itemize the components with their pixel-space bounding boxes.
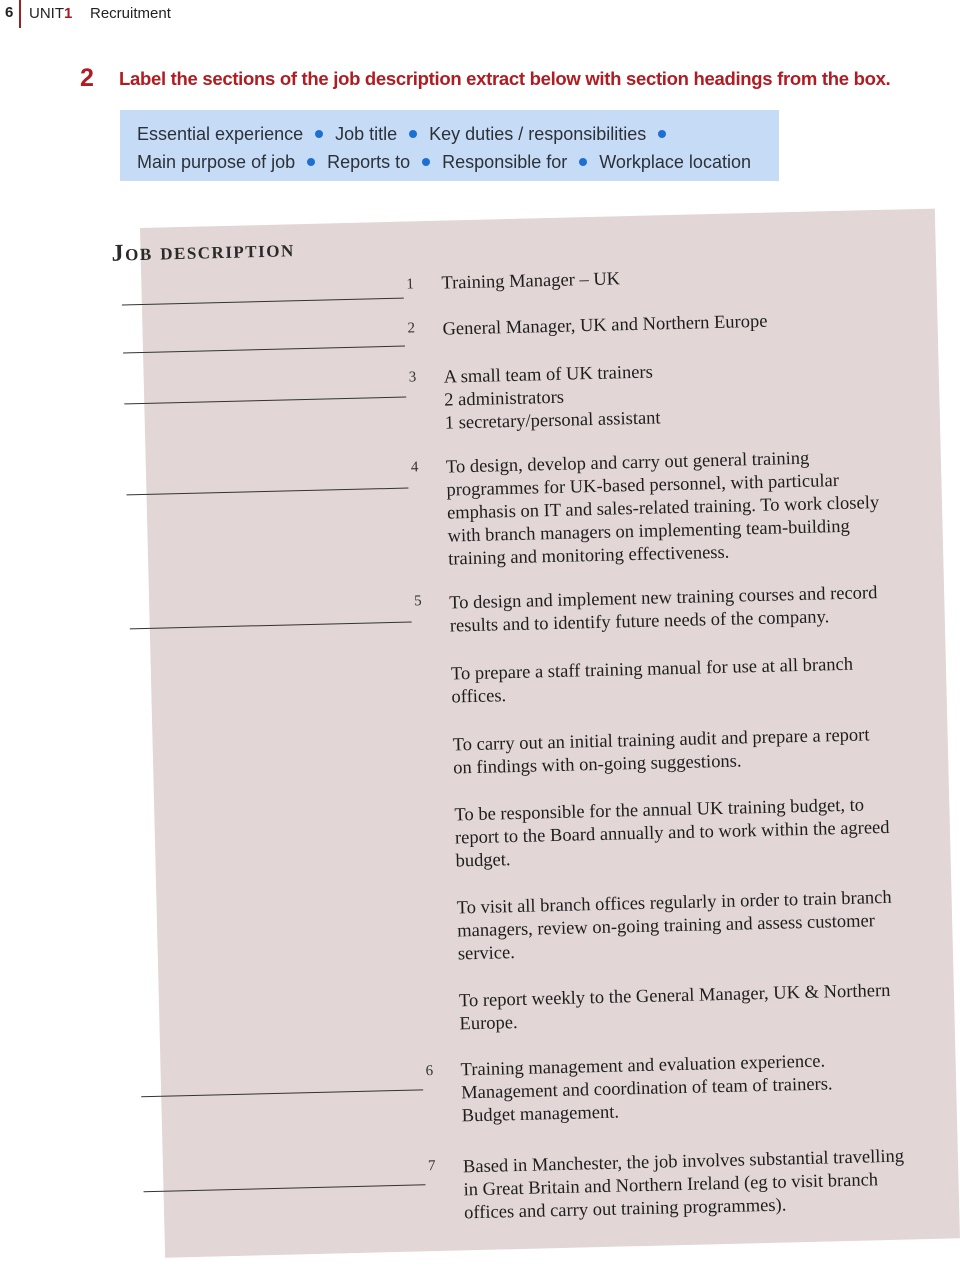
- content-line: programmes for UK-based personnel, with particular: [446, 471, 840, 501]
- content-line: managers, review on-going training and assess customer: [457, 911, 876, 942]
- section-number: 3: [408, 369, 417, 386]
- content-line: 1 secretary/personal assistant: [444, 408, 661, 434]
- bullet-icon: [579, 158, 587, 166]
- section-5-paragraph: [452, 723, 931, 781]
- section-name: Recruitment: [90, 5, 171, 22]
- page-header: [0, 0, 960, 30]
- content-line: General Manager, UK and Northern Europe: [442, 311, 768, 340]
- content-line: training and monitoring effectiveness.: [447, 542, 730, 570]
- section-5-content: [449, 581, 928, 639]
- section-number: 1: [406, 276, 415, 293]
- unit-word: UNIT: [29, 5, 64, 22]
- section-7-content: [463, 1145, 943, 1226]
- content-line: Budget management.: [461, 1102, 620, 1127]
- content-line: results and to identify future needs of the company.: [449, 607, 830, 637]
- exercise-number: 2: [80, 64, 94, 92]
- content-line: To be responsible for the annual UK training budget, to: [454, 795, 865, 826]
- header-divider: [19, 0, 21, 28]
- content-line: To visit all branch offices regularly in order to train branch: [456, 887, 892, 919]
- content-line: 2 administrators: [444, 387, 565, 411]
- content-line: Management and coordination of team of trainers.: [460, 1074, 833, 1104]
- section-5-paragraph: [459, 979, 938, 1037]
- word-option: Workplace location: [599, 152, 751, 172]
- section-number: 2: [407, 320, 416, 337]
- content-line: service.: [457, 943, 516, 965]
- section-number: 6: [425, 1063, 434, 1080]
- heading-blank-6[interactable]: [141, 1089, 423, 1097]
- section-2-content: [442, 307, 920, 342]
- content-line: offices.: [451, 686, 507, 708]
- bullet-icon: [409, 130, 417, 138]
- content-line: Based in Manchester, the job involves substantial travelling: [462, 1146, 905, 1178]
- heading-blank-2[interactable]: [123, 346, 405, 354]
- content-line: emphasis on IT and sales-related training. To work closely: [446, 493, 880, 524]
- heading-blank-1[interactable]: [122, 298, 404, 306]
- content-line: with branch managers on implementing team-building: [447, 516, 851, 547]
- word-option: Job title: [335, 124, 398, 144]
- heading-blank-7[interactable]: [144, 1184, 426, 1192]
- heading-blank-3[interactable]: [124, 397, 406, 405]
- content-line: on findings with on-going suggestions.: [453, 751, 742, 779]
- content-line: A small team of UK trainers: [443, 362, 654, 388]
- content-line: To design, develop and carry out general training: [445, 448, 810, 478]
- bullet-icon: [422, 158, 430, 166]
- section-number: 7: [427, 1158, 436, 1175]
- job-description-sheet: [111, 209, 960, 1258]
- content-line: To prepare a staff training manual for use at all branch: [450, 654, 854, 685]
- word-option: Responsible for: [442, 152, 568, 172]
- word-option: Key duties / responsibilities: [429, 124, 647, 144]
- content-line: To design and implement new training courses and record: [449, 583, 878, 614]
- heading-blank-4[interactable]: [127, 488, 409, 496]
- exercise-instruction: Label the sections of the job description extract below with section headings from the box.: [119, 68, 891, 89]
- section-5-paragraph: [456, 886, 936, 967]
- content-line: offices and carry out training programmes).: [463, 1195, 787, 1224]
- unit-label: [29, 5, 72, 22]
- section-number: 5: [414, 593, 422, 610]
- section-5-paragraph: [454, 793, 934, 874]
- content-line: Training management and evaluation experience.: [460, 1051, 826, 1081]
- content-line: budget.: [455, 850, 511, 872]
- section-number: 4: [410, 459, 419, 476]
- section-6-content: [460, 1048, 940, 1129]
- section-4-content: [446, 445, 927, 572]
- bullet-icon: [658, 130, 666, 138]
- word-option: Reports to: [327, 152, 411, 172]
- word-option: Main purpose of job: [137, 152, 296, 172]
- bullet-icon: [307, 158, 315, 166]
- heading-blank-5[interactable]: [130, 621, 412, 629]
- content-line: To carry out an initial training audit and prepare a report: [452, 725, 870, 756]
- section-1-content: [441, 261, 919, 296]
- content-line: To report weekly to the General Manager, UK & Northern: [458, 980, 891, 1012]
- word-box-line-1: [137, 120, 779, 148]
- content-line: report to the Board annually and to work within the agreed: [454, 817, 890, 849]
- word-option: Essential experience: [137, 124, 304, 144]
- bullet-icon: [315, 130, 323, 138]
- section-5-paragraph: [451, 652, 930, 710]
- job-description-title: Job description: [111, 236, 296, 267]
- content-line: Europe.: [459, 1013, 518, 1035]
- section-3-content: [443, 355, 923, 436]
- word-box-line-2: [137, 148, 779, 176]
- content-line: Training Manager – UK: [441, 269, 621, 294]
- page-number: 6: [5, 4, 14, 21]
- unit-number: 1: [64, 5, 73, 22]
- heading-word-box: [120, 110, 779, 181]
- content-line: in Great Britain and Northern Ireland (eg to visit branch: [463, 1170, 879, 1201]
